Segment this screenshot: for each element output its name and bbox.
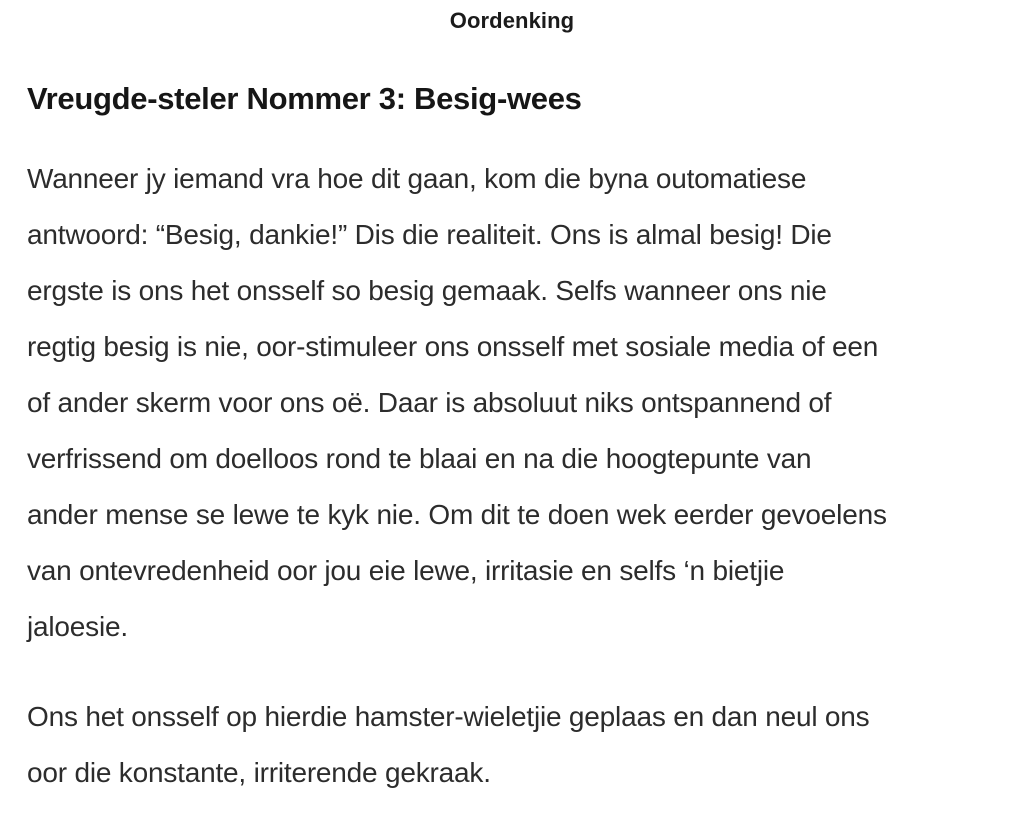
text-line: oor die konstante, irriterende gekraak. xyxy=(27,757,491,788)
article-body xyxy=(0,80,1024,801)
text-line: verfrissend om doelloos rond te blaai en na die hoogtepunte van xyxy=(27,443,812,474)
paragraph xyxy=(27,151,997,655)
text-line: ander mense se lewe te kyk nie. Om dit te doen wek eerder gevoelens xyxy=(27,499,887,530)
text-line: van ontevredenheid oor jou eie lewe, irritasie en selfs ‘n bietjie xyxy=(27,555,785,586)
text-line: ergste is ons het onsself so besig gemaak. Selfs wanneer ons nie xyxy=(27,275,827,306)
page-title: Oordenking xyxy=(449,8,575,33)
paragraph xyxy=(27,689,997,801)
text-line: antwoord: “Besig, dankie!” Dis die realiteit. Ons is almal besig! Die xyxy=(27,219,832,250)
text-line: regtig besig is nie, oor-stimuleer ons onsself met sosiale media of een xyxy=(27,331,879,362)
text-line: of ander skerm voor ons oë. Daar is absoluut niks ontspannend of xyxy=(27,387,832,418)
text-line: Ons het onsself op hierdie hamster-wieletjie geplaas en dan neul ons xyxy=(27,701,870,732)
text-line: jaloesie. xyxy=(27,611,128,642)
text-line: Wanneer jy iemand vra hoe dit gaan, kom die byna outomatiese xyxy=(27,163,807,194)
article-heading: Vreugde-steler Nommer 3: Besig-wees xyxy=(27,81,582,116)
top-bar xyxy=(0,0,1024,34)
